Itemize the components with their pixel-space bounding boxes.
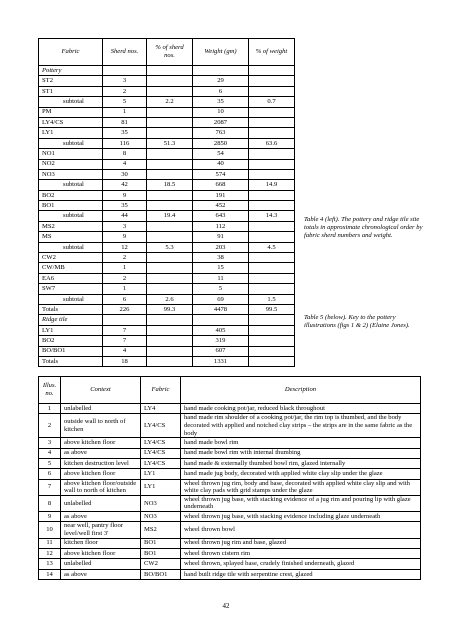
table-cell: above kitchen floor [61,438,141,448]
table-cell: 18 [103,356,147,366]
table-cell [249,107,295,117]
table-cell: LY1 [39,325,103,335]
table-cell [147,159,193,169]
header-context: Context [61,377,141,404]
table-cell: LY1 [141,479,181,495]
table-cell: CW/MB [39,263,103,273]
pottery-totals-table [38,38,295,367]
table-cell: as above [61,448,141,458]
table-cell: BO1 [39,201,103,211]
table-cell: 11 [193,273,249,283]
table-row [39,469,421,479]
table-row [39,304,295,314]
table-cell: 4 [103,346,147,356]
table-cell: subtotal [39,211,103,221]
table-cell: 116 [103,138,147,148]
table-cell: hand made & externally thumbed bowl rim, glazed internally [181,458,421,468]
table-cell: kitchen floor [61,538,141,548]
table-cell [147,356,193,366]
table-cell: 51.3 [147,138,193,148]
table-cell: NO3 [39,169,103,179]
table-row [39,169,295,179]
header-weight: Weight (gm) [193,39,249,66]
section-row [39,315,295,325]
table-cell: 5 [103,97,147,107]
table-cell: 452 [193,201,249,211]
table-cell: hand made rim shoulder of a cooking pot/jar, the rim top is thumbed, and the body decorated with applied and notched clay strips – the strips are in the same fabric as the body [181,414,421,438]
header-pct-sherd: % of sherd nos. [147,39,193,66]
table-row [39,128,295,138]
table-cell [193,315,249,325]
table-cell [147,221,193,231]
table-cell [249,221,295,231]
table-cell [249,159,295,169]
table-cell [147,273,193,283]
table-cell: 19.4 [147,211,193,221]
table-row [39,325,295,335]
header-sherd-nos: Sherd nos. [103,39,147,66]
table-cell: 2 [39,414,61,438]
table-cell [147,284,193,294]
table-row [39,201,295,211]
table-cell: 35 [103,128,147,138]
table-cell [147,66,193,76]
table-row [39,232,295,242]
table-cell: LY4/CS [141,438,181,448]
table-cell: Totals [39,356,103,366]
table-cell: wheel thrown cistern rim [181,548,421,558]
table-row [39,149,295,159]
table-cell: BO2 [39,336,103,346]
table-cell: Totals [39,304,103,314]
table-cell: 0.7 [249,97,295,107]
table-cell: as above [61,569,141,579]
section-row [39,66,295,76]
table-cell: 63.6 [249,138,295,148]
table-cell: Ridge tile [39,315,103,325]
table-cell: 40 [193,159,249,169]
table-row [39,336,295,346]
table-cell: above kitchen floor [61,548,141,558]
table-row [39,548,421,558]
subtotal-row [39,97,295,107]
header-fabric: Fabric [141,377,181,404]
table-cell: 91 [193,232,249,242]
table-cell [147,76,193,86]
table-cell: 1.5 [249,294,295,304]
table-cell [147,117,193,127]
table-cell: 6 [193,86,249,96]
table-cell: Pottery [39,66,103,76]
table-cell: 14.9 [249,180,295,190]
table-cell: BO/BO1 [39,346,103,356]
table-cell [193,66,249,76]
table-header-row [39,39,295,66]
subtotal-row [39,242,295,252]
table-cell: near well, pantry floor level/well first 3' [61,522,141,538]
table-cell: 607 [193,346,249,356]
table-cell: 35 [103,201,147,211]
pottery-illustrations-table [38,376,421,580]
table-cell: 1 [39,404,61,414]
table-cell [249,263,295,273]
table-cell: 6 [103,294,147,304]
table-cell: 5 [193,284,249,294]
table-cell: 3 [103,221,147,231]
table-cell: 2 [103,273,147,283]
table-row [39,404,421,414]
table-cell: wheel thrown jug rim, body and base, decorated with applied white clay slip and with white clay pads with grid stamps under the glaze [181,479,421,495]
table-row [39,284,295,294]
table-cell: BO1 [141,538,181,548]
table-cell: 99.3 [147,304,193,314]
table-cell: MS2 [141,522,181,538]
table-cell: hand made bowl rim [181,438,421,448]
table-cell [147,263,193,273]
table-cell: LY4/CS [141,414,181,438]
table-cell: hand made bowl rim with internal thumbing [181,448,421,458]
table-cell: above kitchen floor/outside wall to north of kitchen [61,479,141,495]
table-cell: 226 [103,304,147,314]
table-cell: 29 [193,76,249,86]
table-cell: LY4/CS [141,448,181,458]
table-cell: hand built ridge tile with serpentine crest, glazed [181,569,421,579]
table-row [39,559,421,569]
table-cell: wheel thrown jug base, with stacking evidence of a jug rim and pouring lip with glaze underneath [181,495,421,511]
table-row [39,117,295,127]
table-cell: NO2 [39,159,103,169]
table-cell [249,284,295,294]
table-cell [147,325,193,335]
table-cell: 8 [39,495,61,511]
table-cell: wheel thrown jug base, with stacking evidence including glaze underneath [181,512,421,522]
table-cell: wheel thrown, splayed base, crudely finished underneath, glazed [181,559,421,569]
table-cell: subtotal [39,97,103,107]
table-cell [147,253,193,263]
table-cell: 30 [103,169,147,179]
table-cell: 1 [103,263,147,273]
table5-caption: Table 5 (below). Key to the pottery illustrations (figs 1 & 2) (Elaine Jones). [304,314,410,330]
table-row [39,263,295,273]
table-cell [147,169,193,179]
table-cell: 44 [103,211,147,221]
table-row [39,190,295,200]
table-cell: 9 [39,512,61,522]
table-row [39,538,421,548]
header-fabric: Fabric [39,39,103,66]
table-cell: 14.3 [249,211,295,221]
table-cell [147,149,193,159]
table-cell: CW2 [39,253,103,263]
table-cell [249,336,295,346]
table-cell: LY1 [39,128,103,138]
table-cell: 7 [39,479,61,495]
table-cell [147,346,193,356]
table-cell [147,201,193,211]
table-cell: unlabelled [61,495,141,511]
table-cell: hand made jug body, decorated with applied white clay slip under the glaze [181,469,421,479]
table-cell [249,273,295,283]
table-cell: 38 [193,253,249,263]
table-row [39,479,421,495]
table-cell: 4.5 [249,242,295,252]
table-cell: 2.2 [147,97,193,107]
subtotal-row [39,211,295,221]
table-cell: 203 [193,242,249,252]
table-cell: LY4/CS [39,117,103,127]
table-cell: 69 [193,294,249,304]
table-cell: LY1 [141,469,181,479]
pottery-illustrations-body [39,404,421,580]
header-pct-weight: % of weight [249,39,295,66]
table-cell: 405 [193,325,249,335]
subtotal-row [39,138,295,148]
table-row [39,448,421,458]
table-cell [147,232,193,242]
table-cell: 18.5 [147,180,193,190]
table-cell [249,149,295,159]
table-cell: 5.3 [147,242,193,252]
table-row [39,86,295,96]
table-row [39,273,295,283]
table-cell [147,86,193,96]
table-cell [249,76,295,86]
header-description: Description [181,377,421,404]
table-cell: 9 [103,232,147,242]
table-cell: 11 [39,538,61,548]
table-cell: subtotal [39,294,103,304]
table-row [39,569,421,579]
table-cell: kitchen destruction level [61,458,141,468]
table-cell: subtotal [39,242,103,252]
table-cell: 5 [39,458,61,468]
table-cell [249,117,295,127]
table-cell: 2850 [193,138,249,148]
table-cell: 1331 [193,356,249,366]
page-number: 42 [222,602,230,610]
table-cell: 4 [39,448,61,458]
table-cell: subtotal [39,138,103,148]
table-cell: 6 [39,469,61,479]
table-cell: 7 [103,325,147,335]
table-cell: BO2 [39,190,103,200]
table-cell: 2 [103,253,147,263]
table-cell: 2.6 [147,294,193,304]
table-cell [249,232,295,242]
table-cell: 9 [103,190,147,200]
pottery-totals-body [39,66,295,367]
table-cell: 12 [39,548,61,558]
table-cell: NO3 [141,512,181,522]
table-cell: ST2 [39,76,103,86]
table-cell: 7 [103,336,147,346]
table-cell: 13 [39,559,61,569]
table-cell: 4 [103,159,147,169]
table-cell [147,128,193,138]
table-cell [249,169,295,179]
subtotal-row [39,294,295,304]
table-cell [249,190,295,200]
table-cell [249,315,295,325]
table-cell: 81 [103,117,147,127]
table-row [39,512,421,522]
table-cell: 10 [193,107,249,117]
table-row [39,495,421,511]
table-row [39,159,295,169]
header-illus-no: Illus. no. [39,377,61,404]
table-cell [249,356,295,366]
table-cell [103,66,147,76]
table-cell: 10 [39,522,61,538]
subtotal-row [39,180,295,190]
table-cell: as above [61,512,141,522]
table-cell [147,315,193,325]
table-cell: BO1 [141,548,181,558]
table-cell: SW7 [39,284,103,294]
table-cell: 14 [39,569,61,579]
table-cell: 112 [193,221,249,231]
table-row [39,107,295,117]
table-cell: 763 [193,128,249,138]
table-cell [249,66,295,76]
table-cell: EA6 [39,273,103,283]
table-cell: 4478 [193,304,249,314]
table-cell: 668 [193,180,249,190]
table-header-row [39,377,421,404]
table-cell: PM [39,107,103,117]
table-cell [249,325,295,335]
table-cell: 54 [193,149,249,159]
table-cell: unlabelled [61,404,141,414]
table-row [39,458,421,468]
table-cell: 8 [103,149,147,159]
table-cell: wheel thrown bowl [181,522,421,538]
table-cell: 1 [103,107,147,117]
table-cell [249,201,295,211]
table-cell: 643 [193,211,249,221]
table-cell: unlabelled [61,559,141,569]
table4-caption: Table 4 (left). The pottery and ridge tile site totals in approximate chronological order by fabric sherd numbers and weight. [304,216,423,240]
table-row [39,356,295,366]
table-cell [147,107,193,117]
table-row [39,522,421,538]
table-cell: 3 [103,76,147,86]
table-cell: CW2 [141,559,181,569]
table-cell [249,128,295,138]
table-cell: wheel thrown jug rim and base, glazed [181,538,421,548]
table-row [39,346,295,356]
table-cell [249,346,295,356]
table-cell: NO1 [39,149,103,159]
table-cell: BO/BO1 [141,569,181,579]
table-row [39,253,295,263]
table-cell: LY4 [141,404,181,414]
table-cell [147,190,193,200]
table-cell: outside wall to north of kitchen [61,414,141,438]
table-cell: 1 [103,284,147,294]
table-cell: 42 [103,180,147,190]
table-cell [147,336,193,346]
table-row [39,221,295,231]
table-row [39,414,421,438]
table-cell: 319 [193,336,249,346]
table-cell: hand made cooking pot/jar, reduced black throughout [181,404,421,414]
table-cell: 35 [193,97,249,107]
table-cell [103,315,147,325]
table-cell: NO3 [141,495,181,511]
table-cell: 2 [103,86,147,96]
table-cell: above kitchen floor [61,469,141,479]
table-cell: ST1 [39,86,103,96]
table-cell: 3 [39,438,61,448]
table-cell: 15 [193,263,249,273]
table-cell [249,253,295,263]
table-cell: LY4/CS [141,458,181,468]
table-cell: subtotal [39,180,103,190]
table-row [39,438,421,448]
table-cell: 99.5 [249,304,295,314]
table-cell: MS [39,232,103,242]
table-row [39,76,295,86]
table-cell [249,86,295,96]
table-cell: 12 [103,242,147,252]
table-cell: 2087 [193,117,249,127]
table-cell: 191 [193,190,249,200]
table-cell: MS2 [39,221,103,231]
table-cell: 574 [193,169,249,179]
